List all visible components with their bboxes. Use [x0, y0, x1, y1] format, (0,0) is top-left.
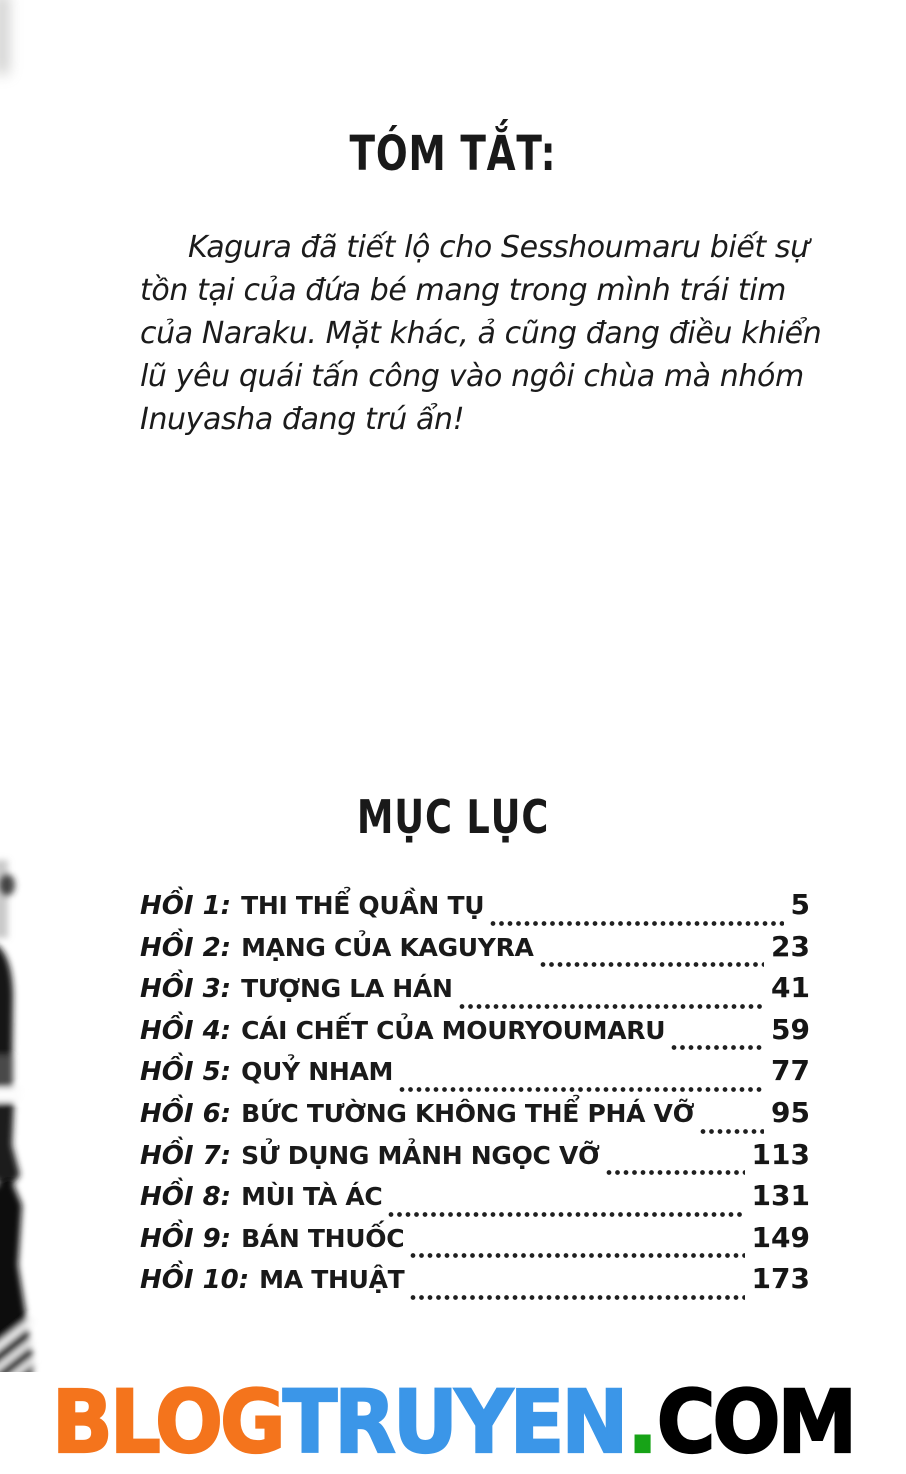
dot-leader [459, 1003, 764, 1010]
toc-entry-page: 113 [751, 1137, 810, 1171]
toc-entry-label: HỒI 10: [140, 1265, 250, 1296]
toc-entry [140, 888, 810, 930]
toc-entry-title: BỨC TƯỜNG KHÔNG THỂ PHÁ VỠ [241, 1098, 695, 1128]
toc-entry-title: SỬ DỤNG MẢNH NGỌC VỠ [241, 1140, 600, 1170]
dot-leader [540, 961, 764, 968]
toc-entry-label: HỒI 9: [140, 1223, 232, 1254]
summary-line: của Naraku. Mặt khác, ả cũng đang điều khiển [140, 316, 822, 351]
summary-line: tồn tại của đứa bé mang trong mình trái tim [140, 273, 786, 308]
watermark-footer [0, 1372, 906, 1474]
dot-leader [671, 1044, 764, 1051]
scan-smudge-artifact [0, 0, 8, 74]
toc-entry-title: THI THỂ QUẦN TỤ [241, 891, 485, 920]
toc-entry-page: 131 [751, 1179, 810, 1213]
dot-leader [700, 1128, 764, 1135]
scan-bleed-artifact [0, 845, 50, 1380]
toc-entry [140, 1054, 810, 1096]
toc-entry-label: HỒI 2: [140, 932, 232, 963]
summary-line: Inuyasha đang trú ẩn! [140, 402, 465, 437]
toc-entry-title: CÁI CHẾT CỦA MOURYOUMARU [241, 1015, 666, 1045]
toc-entry [140, 971, 810, 1013]
toc-entry-page: 59 [771, 1012, 810, 1046]
summary-heading: TÓM TẮT: [349, 126, 557, 182]
toc-list [140, 888, 810, 1304]
dot-leader [410, 1294, 744, 1301]
toc-entry-page: 41 [771, 971, 810, 1005]
toc-entry [140, 1096, 810, 1138]
toc-entry-page: 5 [790, 888, 810, 921]
toc-entry [140, 1262, 810, 1304]
toc-entry-label: HỒI 4: [140, 1015, 232, 1046]
dot-leader [410, 1252, 744, 1259]
logo-part-truyen: TRUYEN [282, 1372, 626, 1473]
toc-entry-page: 149 [751, 1220, 810, 1254]
toc-entry-label: HỒI 3: [140, 974, 232, 1005]
toc-entry-title: MẠNG CỦA KAGUYRA [241, 932, 534, 962]
toc-entry-page: 173 [751, 1262, 810, 1296]
summary-line: Kagura đã tiết lộ cho Sesshoumaru biết sự [188, 230, 809, 265]
toc-entry-title: MÙI TÀ ÁC [241, 1182, 383, 1212]
toc-entry [140, 1179, 810, 1221]
dot-leader [606, 1169, 745, 1176]
dot-leader [399, 1086, 764, 1093]
blogtruyen-logo [51, 1372, 855, 1473]
dot-leader [388, 1211, 744, 1218]
toc-entry-page: 95 [771, 1095, 810, 1129]
toc-entry [140, 1013, 810, 1055]
logo-part-dot: . [627, 1372, 655, 1473]
toc-entry-label: HỒI 6: [140, 1098, 232, 1129]
toc-entry [140, 1138, 810, 1180]
toc-entry-page: 23 [771, 929, 810, 963]
toc-entry-label: HỒI 1: [140, 891, 232, 921]
toc-heading: MỤC LỤC [356, 790, 550, 844]
summary-line: lũ yêu quái tấn công vào ngôi chùa mà nhóm [140, 359, 804, 394]
logo-part-blog: BLOG [51, 1372, 283, 1473]
dot-leader [490, 920, 783, 927]
toc-entry [140, 1221, 810, 1263]
toc-entry [140, 930, 810, 972]
summary-paragraph [140, 226, 830, 441]
toc-entry-page: 77 [771, 1054, 810, 1088]
toc-entry-label: HỒI 5: [140, 1057, 232, 1088]
toc-entry-title: TƯỢNG LA HÁN [241, 974, 453, 1004]
toc-entry-label: HỒI 8: [140, 1182, 232, 1213]
toc-entry-title: MA THUẬT [259, 1265, 405, 1295]
toc-entry-title: BÁN THUỐC [241, 1223, 405, 1253]
toc-entry-title: QUỶ NHAM [241, 1057, 394, 1087]
toc-entry-label: HỒI 7: [140, 1140, 232, 1171]
logo-part-com: COM [656, 1372, 855, 1473]
